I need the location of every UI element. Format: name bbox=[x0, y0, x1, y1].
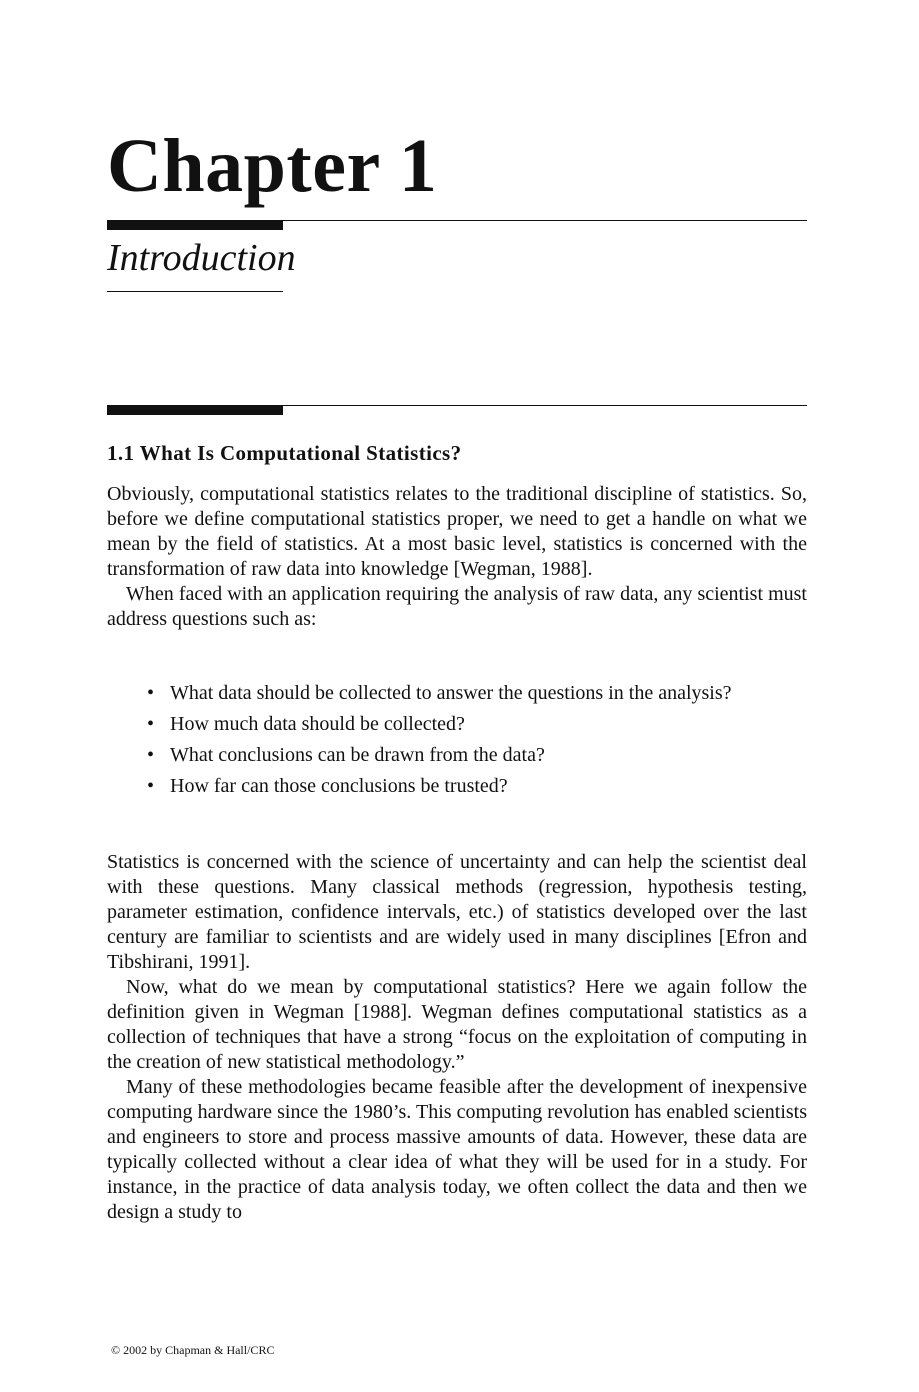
chapter-rule-thin-upper bbox=[283, 220, 807, 221]
list-item bbox=[107, 681, 807, 706]
paragraph-statistics-definition: Obviously, computational statistics relates to the traditional discipline of statistics. So, before we define computational statistics proper, we need to get a handle on what we mean by the field of statistics. At a most basic level, statistics is concerned with the transformation of raw data into knowledge [Wegman, 1988]. bbox=[107, 483, 807, 580]
questions-list bbox=[107, 681, 807, 805]
bullet-icon: • bbox=[147, 744, 155, 766]
list-item bbox=[107, 743, 807, 768]
paragraph-uncertainty: Statistics is concerned with the science of uncertainty and can help the scientist deal with these questions. Many classical methods (regression, hypothesis testing, parameter estimation, confidence intervals, etc.) of statistics developed over the last century are familiar to scientists and are widely used in many disciplines [Efron and Tibshirani, 1991]. bbox=[107, 851, 807, 973]
bullet-icon: • bbox=[147, 713, 155, 735]
bullet-icon: • bbox=[147, 775, 155, 797]
section-rule-thin bbox=[283, 405, 807, 406]
intro-paragraphs bbox=[107, 482, 807, 632]
chapter-subtitle: Introduction bbox=[107, 237, 296, 279]
section-rule-thick bbox=[107, 405, 283, 415]
list-item-text: What data should be collected to answer the questions in the analysis? bbox=[170, 682, 732, 704]
paragraph-methodologies: Many of these methodologies became feasible after the development of inexpensive computing hardware since the 1980’s. This computing revolution has enabled scientists and engineers to store and process massive amounts of data. However, these data are typically collected without a clear idea of what they will be used for in a study. For instance, in the practice of data analysis today, we often collect the data and then we design a study to bbox=[107, 1076, 807, 1223]
list-item-text: How far can those conclusions be trusted? bbox=[170, 775, 508, 797]
list-item-text: What conclusions can be drawn from the data? bbox=[170, 744, 545, 766]
section-heading: 1.1 What Is Computational Statistics? bbox=[107, 441, 462, 465]
chapter-title: Chapter 1 bbox=[107, 124, 438, 208]
list-item-text: How much data should be collected? bbox=[170, 713, 465, 735]
chapter-rule-thick-upper bbox=[107, 220, 283, 230]
bullet-icon: • bbox=[147, 682, 155, 704]
copyright-footer: © 2002 by Chapman & Hall/CRC bbox=[111, 1343, 275, 1357]
list-item bbox=[107, 774, 807, 799]
paragraph-computational-definition: Now, what do we mean by computational statistics? Here we again follow the definition given in Wegman [1988]. Wegman defines computational statistics as a collection of techniques that have a strong “focus on the exploitation of computing in the creation of new statistical methodology.” bbox=[107, 976, 807, 1073]
main-paragraphs bbox=[107, 850, 807, 1225]
list-item bbox=[107, 712, 807, 737]
paragraph-scientist-questions: When faced with an application requiring the analysis of raw data, any scientist must address questions such as: bbox=[107, 583, 807, 630]
subtitle-underline bbox=[107, 291, 283, 292]
